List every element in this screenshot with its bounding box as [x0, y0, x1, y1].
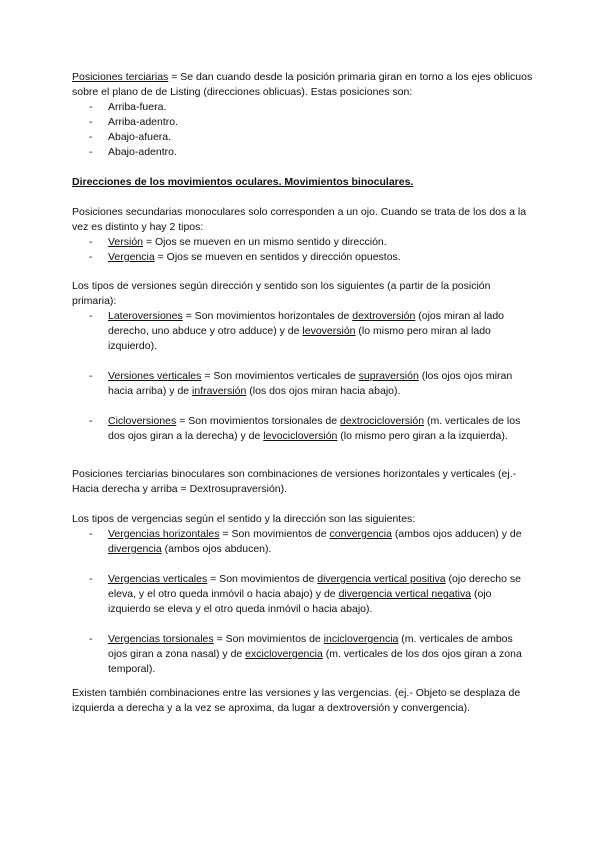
text: = Se dan cuando desde la posición primaria giran en torno a los ejes oblicuos sobre el plano de de Listing (direcciones oblicuas). Estas posiciones son: — [72, 71, 533, 98]
list — [72, 309, 534, 444]
term: Lateroversiones — [108, 310, 183, 322]
text: = Ojos se mueven en sentidos y dirección opuestos. — [154, 251, 401, 263]
list-item: - Vergencias torsionales = Son movimientos de inciclovergencia (m. verticales de ambos ojos giran a zona nasal) y de exciclovergencia (m. verticales de los dos ojos giran a zona temporal). — [89, 633, 522, 675]
list — [72, 100, 534, 160]
text: (m. verticales de ambos ojos giran a zona nasal) y de — [108, 633, 513, 660]
text: = Son movimientos de — [207, 573, 318, 585]
list-item: - Lateroversiones = Son movimientos horizontales de dextroversión (ojos miran al lado derecho, uno abduce y otro adduce) y de levoversión (lo mismo pero miran al lado izquierdo). — [89, 310, 505, 352]
term: divergencia vertical positiva — [317, 573, 446, 585]
term: convergencia — [329, 528, 392, 540]
text: (m. verticales de los dos ojos giran a zona temporal). — [108, 648, 522, 675]
section-secondary-positions — [72, 205, 534, 265]
term: Vergencias verticales — [108, 573, 208, 585]
section-combinations — [72, 686, 534, 716]
list-item: - Versión = Ojos se mueven en un mismo sentido y dirección. — [89, 236, 387, 248]
term: Vergencias horizontales — [108, 528, 220, 540]
term: levocicloversión — [263, 430, 338, 442]
list-item: - Arriba-adentro. — [89, 116, 179, 128]
term: Versiones verticales — [108, 370, 202, 382]
intro: Los tipos de vergencias según el sentido y la dirección son las siguientes: — [72, 513, 416, 525]
list-item: - Vergencia = Ojos se mueven en sentidos y dirección opuestos. — [89, 251, 401, 263]
text: (m. verticales de los dos ojos giran a la derecha) y de — [108, 415, 521, 442]
section-versions — [72, 279, 534, 444]
section-tertiary-binocular — [72, 467, 534, 497]
text: = Son movimientos torsionales de — [176, 415, 340, 427]
list-item: - Vergencias verticales = Son movimientos de divergencia vertical positiva (ojo derecho se eleva, y el otro queda inmóvil o hacia abajo) y de divergencia vertical negativa (ojo izquierdo se eleva y el otro queda inmóvil o hacia abajo). — [89, 573, 521, 615]
term: Posiciones terciarias — [72, 71, 169, 83]
text: = Son movimientos verticales de — [201, 370, 359, 382]
term: Vergencia — [108, 251, 155, 263]
list — [72, 527, 534, 677]
text: (los ojos ojos miran hacia arriba) y de — [108, 370, 513, 397]
list — [72, 235, 534, 265]
item-text: Abajo-adentro. — [108, 146, 177, 158]
term: Cicloversiones — [108, 415, 177, 427]
text: (ambos ojos adducen) y de — [391, 528, 522, 540]
paragraph: Posiciones terciarias binoculares son combinaciones de versiones horizontales y verticales (ej.- Hacia derecha y arriba = Dextrosupraversión). — [72, 468, 517, 495]
text: (ojos miran al lado derecho, uno abduce y otro adduce) y de — [108, 310, 505, 337]
text: = Ojos se mueven en un mismo sentido y dirección. — [143, 236, 387, 248]
term: dextroversión — [352, 310, 416, 322]
list-item: - Arriba-fuera. — [89, 101, 167, 113]
list-item: - Abajo-afuera. — [89, 131, 172, 143]
term: inciclovergencia — [323, 633, 399, 645]
term: divergencia vertical negativa — [338, 588, 472, 600]
term: supraversión — [358, 370, 419, 382]
text: (ambos ojos abducen). — [161, 543, 272, 555]
section-vergences — [72, 512, 534, 677]
list-item: - Cicloversiones = Son movimientos torsionales de dextrocicloversión (m. verticales de los dos ojos giran a la derecha) y de levocicloversión (lo mismo pero giran a la izquierda). — [89, 415, 521, 442]
list-item: - Abajo-adentro. — [89, 146, 177, 158]
text: = Son movimientos de — [219, 528, 330, 540]
item-text: Abajo-afuera. — [108, 131, 172, 143]
intro: Los tipos de versiones según dirección y sentido son los siguientes (a partir de la posición primaria): — [72, 280, 491, 307]
item-text: Arriba-adentro. — [108, 116, 179, 128]
text: (ojo izquierdo se eleva y el otro queda inmóvil o hacia abajo). — [108, 588, 492, 615]
text: (lo mismo pero giran a la izquierda). — [337, 430, 508, 442]
paragraph — [72, 70, 534, 100]
text: (lo mismo pero miran al lado izquierdo). — [108, 325, 491, 352]
list-item: - Versiones verticales = Son movimientos verticales de supraversión (los ojos ojos miran hacia arriba) y de infraversión (los dos ojos miran hacia abajo). — [89, 370, 513, 397]
term: exciclovergencia — [245, 648, 323, 660]
intro: Posiciones secundarias monoculares solo corresponden a un ojo. Cuando se trata de los dos a la vez es distinto y hay 2 tipos: — [72, 206, 527, 233]
term: infraversión — [192, 385, 247, 397]
term: divergencia — [108, 543, 162, 555]
term: Versión — [108, 236, 144, 248]
text: (los dos ojos miran hacia abajo). — [246, 385, 401, 397]
text: = Son movimientos de — [213, 633, 324, 645]
term: Vergencias torsionales — [108, 633, 214, 645]
term: dextrocicloversión — [340, 415, 425, 427]
item-text: Arriba-fuera. — [108, 101, 167, 113]
heading: Direcciones de los movimientos oculares. Movimientos binoculares. — [72, 176, 414, 188]
section-heading — [72, 175, 534, 190]
section-tertiary-positions — [72, 70, 534, 160]
text: (ojo derecho se eleva, y el otro queda inmóvil o hacia abajo) y de — [108, 573, 521, 600]
paragraph: Existen también combinaciones entre las versiones y las vergencias. (ej.- Objeto se desplaza de izquierda a derecha y a la vez se aproxima, da lugar a dextroversión y convergencia). — [72, 687, 521, 714]
term: levoversión — [302, 325, 356, 337]
list-item: - Vergencias horizontales = Son movimientos de convergencia (ambos ojos adducen) y de divergencia (ambos ojos abducen). — [89, 528, 522, 555]
text: = Son movimientos horizontales de — [182, 310, 353, 322]
